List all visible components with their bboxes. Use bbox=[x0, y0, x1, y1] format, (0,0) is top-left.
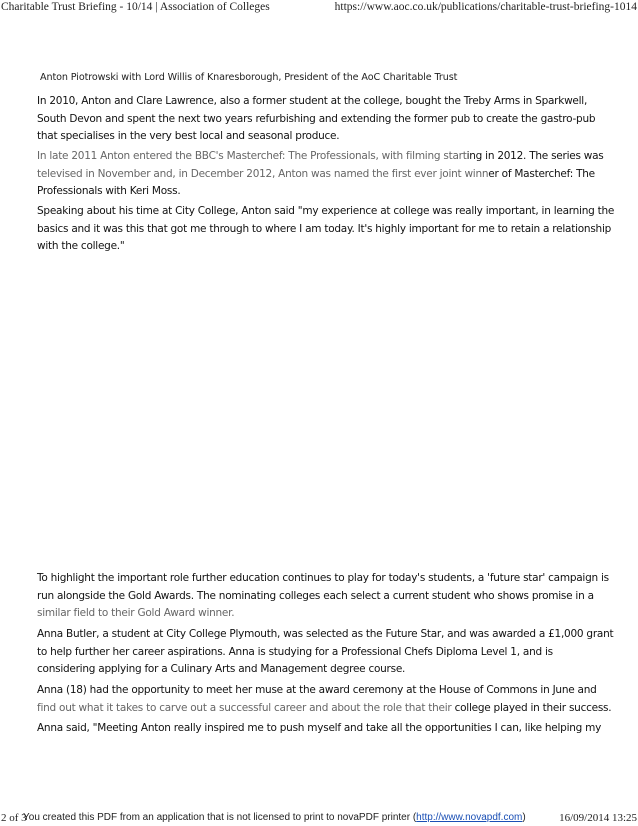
text-line: to help further her career aspirations. Anna is studying for a Professional Chefs Diploma Level 1, and is bbox=[37, 645, 553, 658]
text-line: basics and it was this that got me through to where I am today. It's highly important for me to retain a relationship bbox=[37, 222, 612, 235]
text-segment: ing in 2012. The series was bbox=[466, 150, 604, 162]
photo-caption: Anton Piotrowski with Lord Willis of Knaresborough, President of the AoC Charitable Trust bbox=[40, 72, 458, 83]
text-line: Professionals with Keri Moss. bbox=[37, 185, 181, 197]
text-line-light: similar field to their Gold Award winner. bbox=[37, 607, 235, 619]
text-line: with the college." bbox=[37, 240, 125, 252]
text-segment: er of Masterchef: The bbox=[488, 167, 595, 180]
text-line: In 2010, Anton and Clare Lawrence, also a former student at the college, bought the Treby Arms in Sparkwell, bbox=[37, 95, 588, 107]
header-page-title: Charitable Trust Briefing - 10/14 | Association of Colleges bbox=[1, 1, 270, 13]
paragraph-treby-arms bbox=[37, 93, 603, 146]
text-line: that specialises in the very best local and seasonal produce. bbox=[37, 130, 340, 142]
text-line: Anna Butler, a student at City College Plymouth, was selected as the Future Star, and was awarded a £1,000 grant bbox=[37, 628, 614, 640]
text-line bbox=[37, 148, 603, 166]
text-line: Anna (18) had the opportunity to meet her muse at the award ceremony at the House of Commons in June and bbox=[37, 684, 597, 696]
text-segment-light: In late 2011 Anton entered the BBC's Masterchef: The Professionals, with filming start bbox=[37, 150, 467, 162]
page-number: 2 of 3 bbox=[1, 812, 27, 824]
text-line: Anna said, "Meeting Anton really inspired me to push myself and take all the opportunities I can, like helping my bbox=[37, 722, 602, 734]
paragraph-future-star bbox=[37, 570, 609, 623]
paragraph-anna-quote bbox=[37, 720, 603, 738]
notice-text-end: ) bbox=[522, 812, 526, 823]
paragraph-anna-ceremony bbox=[37, 682, 612, 717]
text-line bbox=[37, 700, 612, 718]
text-segment-light: find out what it takes to carve out a successful career and about the role that their bbox=[37, 701, 455, 714]
paragraph-masterchef bbox=[37, 148, 603, 201]
text-line bbox=[37, 166, 603, 184]
text-line: run alongside the Gold Awards. The nominating colleges each select a current student who shows promise in a bbox=[37, 589, 594, 602]
header-url[interactable]: https://www.aoc.co.uk/publications/charitable-trust-briefing-1014 bbox=[334, 1, 637, 13]
novapdf-link[interactable]: http://www.novapdf.com bbox=[416, 812, 523, 823]
novapdf-notice bbox=[23, 811, 526, 825]
paragraph-anton-quote bbox=[37, 203, 615, 256]
text-line: To highlight the important role further education continues to play for today's students, a 'future star' campaign is bbox=[37, 572, 609, 584]
text-line: considering applying for a Culinary Arts and Management degree course. bbox=[37, 663, 406, 675]
notice-text: You created this PDF from an application that is not licensed to print to novaPDF printer ( bbox=[23, 812, 417, 823]
text-line: Speaking about his time at City College, Anton said "my experience at college was really important, in learning the bbox=[37, 205, 615, 217]
text-line: South Devon and spent the next two years refurbishing and extending the former pub to create the gastro-pub bbox=[37, 112, 596, 125]
print-datetime: 16/09/2014 13:25 bbox=[559, 812, 637, 824]
text-segment: college played in their success. bbox=[454, 701, 612, 714]
text-segment-light: televised in November and, in December 2012, Anton was named the first ever joint winn bbox=[37, 167, 489, 180]
paragraph-anna-butler bbox=[37, 626, 614, 679]
